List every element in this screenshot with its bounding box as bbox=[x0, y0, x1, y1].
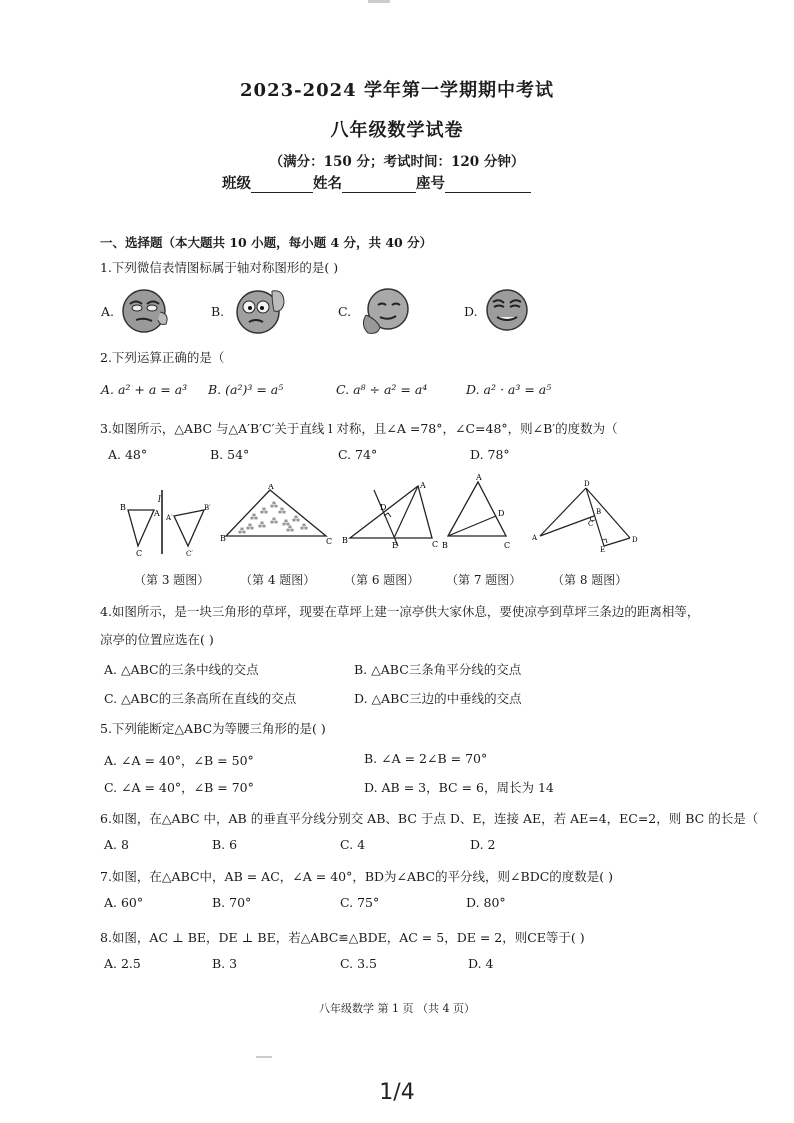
q4-option-c: C. △ABC的三条高所在直线的交点 bbox=[104, 691, 297, 706]
scan-speck bbox=[368, 0, 390, 3]
q8-option-c: C. 3.5 bbox=[340, 956, 377, 971]
seat-blank[interactable] bbox=[445, 178, 531, 193]
svg-text:⁂: ⁂ bbox=[260, 507, 268, 516]
fig6-label-a: A bbox=[420, 481, 426, 490]
figure-q8 bbox=[530, 480, 642, 552]
exam-subject: 八年级数学试卷 bbox=[330, 120, 464, 141]
fig4-label-b: B bbox=[220, 534, 226, 543]
q1-option-b: B. bbox=[211, 304, 225, 319]
caption-q6: （第 6 题图） bbox=[344, 573, 420, 587]
student-info-line bbox=[222, 172, 531, 193]
q4-stem-line1: 4.如图所示，是一块三角形的草坪，现要在草坪上建一凉亭供大家休息，要使凉亭到草坪三条边的距离相等， bbox=[100, 604, 700, 619]
fig4-label-a: A bbox=[268, 484, 274, 491]
svg-text:⁂: ⁂ bbox=[282, 519, 290, 528]
caption-q4: （第 4 题图） bbox=[240, 573, 316, 587]
q3-stem: 3.如图所示，△ABC 与△A′B′C′关于直线 l 对称，且∠A =78°，∠C=48°，则∠B′的度数为（ bbox=[100, 421, 618, 436]
page-indicator: 1/4 bbox=[379, 1080, 415, 1105]
q8-option-d: D. 4 bbox=[468, 956, 494, 971]
q2-option-c: C. a⁸ ÷ a² = a⁴ bbox=[336, 382, 428, 397]
fig8-label-d: D bbox=[632, 536, 638, 544]
q5-option-c: C. ∠A = 40°，∠B = 70° bbox=[104, 780, 254, 795]
q4-option-d: D. △ABC三边的中垂线的交点 bbox=[354, 691, 522, 706]
fig7-label-a: A bbox=[476, 473, 482, 482]
q3-option-d: D. 78° bbox=[470, 447, 510, 462]
fig3-label-c-prime: C′ bbox=[186, 550, 193, 558]
q1-option-d: D. bbox=[464, 304, 478, 319]
page-footer: 八年级数学 第 1 页 （共 4 页） bbox=[319, 1002, 475, 1015]
fig6-label-e: E bbox=[392, 541, 398, 550]
q1-option-c: C. bbox=[338, 304, 352, 319]
fig7-label-d: D bbox=[498, 509, 505, 518]
figure-q4 bbox=[220, 484, 334, 546]
svg-text:⁂: ⁂ bbox=[246, 523, 254, 532]
figure-q7 bbox=[440, 472, 520, 552]
fig3-label-a: A bbox=[154, 509, 160, 518]
emoji-b-icon bbox=[232, 283, 290, 339]
q2-stem: 2.下列运算正确的是（ bbox=[100, 350, 225, 365]
q8-option-b: B. 3 bbox=[212, 956, 238, 971]
section-heading: 一、选择题（本大题共 10 小题，每小题 4 分，共 40 分） bbox=[100, 235, 433, 250]
fig8-label-d-top: D bbox=[584, 480, 590, 488]
fig6-label-c: C bbox=[432, 540, 439, 549]
q8-option-a: A. 2.5 bbox=[104, 956, 141, 971]
svg-text:⁂: ⁂ bbox=[286, 525, 294, 534]
fig7-label-b: B bbox=[442, 541, 448, 550]
q7-option-b: B. 70° bbox=[212, 895, 252, 910]
q5-option-b: B. ∠A = 2∠B = 70° bbox=[364, 751, 488, 766]
q2-option-a: A. a² + a = a³ bbox=[101, 382, 188, 397]
q2-option-d: D. a² · a³ = a⁵ bbox=[466, 382, 552, 397]
q6-option-d: D. 2 bbox=[470, 837, 496, 852]
q7-stem: 7.如图，在△ABC中，AB = AC，∠A = 40°，BD为∠ABC的平分线，则∠BDC的度数是( ) bbox=[100, 869, 614, 884]
q8-stem: 8.如图，AC ⊥ BE，DE ⊥ BE，若△ABC≌△BDE，AC = 5，DE = 2，则CE等于( ) bbox=[100, 930, 585, 945]
fig4-label-c: C bbox=[326, 537, 333, 546]
q6-option-c: C. 4 bbox=[340, 837, 366, 852]
q7-option-c: C. 75° bbox=[340, 895, 380, 910]
q6-option-a: A. 8 bbox=[104, 837, 129, 852]
q3-option-c: C. 74° bbox=[338, 447, 378, 462]
svg-text:⁂: ⁂ bbox=[270, 517, 278, 526]
fig3-label-c: C bbox=[136, 549, 143, 558]
q6-option-b: B. 6 bbox=[212, 837, 238, 852]
seat-label: 座号 bbox=[416, 175, 445, 192]
svg-text:⁂: ⁂ bbox=[250, 513, 258, 522]
exam-meta: （满分：150 分；考试时间：120 分钟） bbox=[269, 154, 525, 170]
svg-text:⁂: ⁂ bbox=[292, 515, 300, 524]
fig8-label-b: B bbox=[596, 508, 602, 516]
q4-stem-line2: 凉亭的位置应选在( ) bbox=[100, 632, 214, 647]
svg-text:⁂: ⁂ bbox=[278, 507, 286, 516]
fig6-label-d: D bbox=[380, 503, 387, 512]
q4-option-a: A. △ABC的三条中线的交点 bbox=[104, 662, 259, 677]
q7-option-a: A. 60° bbox=[104, 895, 144, 910]
svg-text:⁂: ⁂ bbox=[238, 527, 246, 536]
figure-q6 bbox=[340, 480, 444, 552]
q4-option-b: B. △ABC三条角平分线的交点 bbox=[354, 662, 522, 677]
fig3-label-l: l bbox=[158, 495, 161, 505]
svg-text:⁂: ⁂ bbox=[270, 501, 278, 510]
caption-q7: （第 7 题图） bbox=[446, 573, 522, 587]
q5-option-d: D. AB = 3，BC = 6，周长为 14 bbox=[364, 780, 554, 795]
class-label: 班级 bbox=[222, 175, 251, 192]
figure-q3 bbox=[112, 488, 216, 560]
fig8-label-e: E bbox=[600, 546, 606, 552]
fig8-label-a: A bbox=[532, 534, 538, 542]
q5-option-a: A. ∠A = 40°，∠B = 50° bbox=[104, 753, 254, 768]
fig3-label-a-prime: A′ bbox=[166, 514, 173, 522]
svg-text:⁂: ⁂ bbox=[258, 521, 266, 530]
name-label: 姓名 bbox=[313, 175, 342, 192]
class-blank[interactable] bbox=[251, 178, 313, 193]
q1-option-a: A. bbox=[101, 304, 115, 319]
q6-stem: 6.如图，在△ABC 中，AB 的垂直平分线分别交 AB、BC 于点 D、E，连接 AE，若 AE=4，EC=2，则 BC 的长是（ bbox=[100, 811, 759, 826]
caption-q3: （第 3 题图） bbox=[134, 573, 210, 587]
fig3-label-b-prime: B′ bbox=[204, 504, 211, 512]
svg-text:⁂: ⁂ bbox=[300, 523, 308, 532]
q3-option-a: A. 48° bbox=[108, 447, 148, 462]
exam-title: 2023-2024 学年第一学期期中考试 bbox=[240, 80, 554, 101]
scan-speck bbox=[256, 1056, 272, 1058]
q1-stem: 1.下列微信表情图标属于轴对称图形的是( ) bbox=[100, 260, 339, 275]
fig3-label-b: B bbox=[120, 503, 126, 512]
q7-option-d: D. 80° bbox=[466, 895, 506, 910]
name-blank[interactable] bbox=[342, 178, 416, 193]
caption-q8: （第 8 题图） bbox=[552, 573, 628, 587]
emoji-a-icon bbox=[120, 286, 172, 336]
fig8-label-c: C bbox=[588, 520, 594, 528]
q2-option-b: B. (a²)³ = a⁵ bbox=[208, 382, 284, 397]
q5-stem: 5.下列能断定△ABC为等腰三角形的是( ) bbox=[100, 721, 326, 736]
fig6-label-b: B bbox=[342, 536, 348, 545]
q3-option-b: B. 54° bbox=[210, 447, 250, 462]
emoji-d-icon bbox=[482, 287, 532, 333]
fig7-label-c: C bbox=[504, 541, 511, 550]
emoji-c-icon bbox=[356, 285, 418, 339]
